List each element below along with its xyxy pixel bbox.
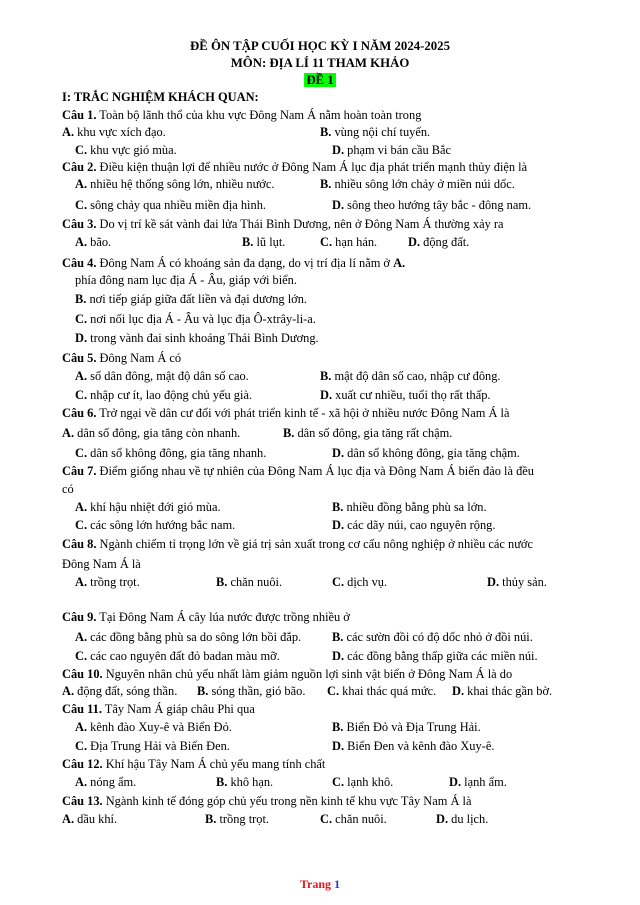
option-12b: B. khô hạn. <box>216 775 274 789</box>
exam-title: ĐỀ ÔN TẬP CUỐI HỌC KỲ I NĂM 2024-2025 <box>190 39 450 53</box>
option-13d: D. du lịch. <box>436 812 489 826</box>
option-8d: D. thủy sản. <box>487 575 547 589</box>
option-3c: C. hạn hán. <box>320 235 378 249</box>
option-6d: D. dân số không đông, gia tăng chậm. <box>332 446 520 460</box>
question-3: Câu 3. Do vị trí kề sát vành đai lửa Thái Bình Dương, nên ở Đông Nam Á thường xảy ra <box>62 217 504 231</box>
option-2a: A. nhiều hệ thống sông lớn, nhiều nước. <box>75 177 275 191</box>
option-7d: D. các dãy núi, cao nguyên rộng. <box>332 518 496 532</box>
option-2b: B. nhiều sông lớn chảy ở miền núi dốc. <box>320 177 515 191</box>
option-3b: B. lũ lụt. <box>242 235 286 249</box>
option-3d: D. động đất. <box>408 235 470 249</box>
option-9c: C. các cao nguyên đất đỏ badan màu mỡ. <box>75 649 280 663</box>
option-1b: B. vùng nội chí tuyến. <box>320 125 431 139</box>
option-1d: D. phạm vi bán cầu Bắc <box>332 143 452 157</box>
page-label: Trang <box>299 877 332 891</box>
option-8b: B. chăn nuôi. <box>216 575 283 589</box>
option-7b: B. nhiều đồng bằng phù sa lớn. <box>332 500 487 514</box>
option-5c: C. nhập cư ít, lao động chủ yếu già. <box>75 388 253 402</box>
question-4: Câu 4. Đông Nam Á có khoáng sản đa dạng, do vị trí địa lí nằm ở A. <box>62 256 406 270</box>
question-1: Câu 1. Toàn bộ lãnh thổ của khu vực Đông Nam Á nằm hoàn toàn trong <box>62 108 422 122</box>
option-6b: B. dân số đông, gia tăng rất chậm. <box>283 426 453 440</box>
question-12: Câu 12. Khí hậu Tây Nam Á chủ yếu mang tính chất <box>62 757 326 771</box>
option-4b: B. nơi tiếp giáp giữa đất liền và đại dương lớn. <box>75 292 307 306</box>
option-13a: A. dầu khí. <box>62 812 118 826</box>
option-10c: C. khai thác quá mức. <box>327 684 437 698</box>
option-12a: A. nóng ẩm. <box>75 775 137 789</box>
option-2d: D. sông theo hướng tây bắc - đông nam. <box>332 198 532 212</box>
question-9: Câu 9. Tại Đông Nam Á cây lúa nước được trồng nhiều ở <box>62 610 350 624</box>
option-13c: C. chăn nuôi. <box>320 812 387 826</box>
exam-subject: MÔN: ĐỊA LÍ 11 THAM KHẢO <box>230 56 410 70</box>
option-11c: C. Địa Trung Hải và Biển Đen. <box>75 739 230 753</box>
option-13b: B. trồng trọt. <box>205 812 270 826</box>
option-6a: A. dân số đông, gia tăng còn nhanh. <box>62 426 241 440</box>
question-6: Câu 6. Trở ngại về dân cư đối với phát triển kinh tế - xã hội ở nhiều nước Đông Nam Á là <box>62 406 510 420</box>
option-11b: B. Biển Đỏ và Địa Trung Hải. <box>332 720 481 734</box>
question-8-cont: Đông Nam Á là <box>62 557 141 571</box>
option-9d: D. các đồng bằng thấp giữa các miền núi. <box>332 649 538 663</box>
option-7c: C. các sông lớn hướng bắc nam. <box>75 518 236 532</box>
question-5: Câu 5. Đông Nam Á có <box>62 351 182 365</box>
option-5a: A. số dân đông, mật độ dân số cao. <box>75 369 249 383</box>
option-3a: A. bão. <box>75 235 112 249</box>
option-5b: B. mật độ dân số cao, nhập cư đông. <box>320 369 501 383</box>
question-13: Câu 13. Ngành kinh tế đóng góp chủ yếu trong nền kinh tế khu vực Tây Nam Á là <box>62 794 472 808</box>
question-10: Câu 10. Nguyên nhân chủ yếu nhất làm giảm nguồn lợi sinh vật biển ở Đông Nam Á là do <box>62 667 513 681</box>
option-1c: C. khu vực gió mùa. <box>75 143 177 157</box>
option-10a: A. động đất, sóng thần. <box>62 684 178 698</box>
option-8a: A. trồng trọt. <box>75 575 140 589</box>
option-10b: B. sóng thần, gió bão. <box>197 684 306 698</box>
option-9b: B. các sườn đồi có độ dốc nhỏ ở đồi núi. <box>332 630 533 644</box>
question-7-cont: có <box>62 482 74 496</box>
option-4d: D. trong vành đai sinh khoáng Thái Bình Dương. <box>75 331 319 345</box>
question-8: Câu 8. Ngành chiếm tỉ trọng lớn về giá trị sản xuất trong cơ cấu nông nghiệp ở nhiều các nước <box>62 537 533 551</box>
option-12d: D. lạnh ẩm. <box>449 775 507 789</box>
exam-version-badge: ĐỀ 1 <box>306 73 334 87</box>
page-number: 1 <box>334 877 341 891</box>
option-11a: A. kênh đào Xuy-ê và Biển Đỏ. <box>75 720 232 734</box>
option-9a: A. các đồng bằng phù sa do sông lớn bồi đắp. <box>75 630 302 644</box>
option-4c: C. nơi nối lục địa Á - Âu và lục địa Ô-xtrây-li-a. <box>75 312 316 326</box>
option-6c: C. dân số không đông, gia tăng nhanh. <box>75 446 267 460</box>
page-footer <box>0 877 640 892</box>
section-title: I: TRẮC NGHIỆM KHÁCH QUAN: <box>62 90 259 104</box>
option-10d: D. khai thác gần bờ. <box>452 684 553 698</box>
question-2: Câu 2. Điều kiện thuận lợi để nhiều nước ở Đông Nam Á lục địa phát triển mạnh thủy điện là <box>62 160 528 174</box>
option-4a-text: phía đông nam lục địa Á - Âu, giáp với biển. <box>75 273 297 287</box>
question-11: Câu 11. Tây Nam Á giáp châu Phi qua <box>62 702 255 716</box>
option-7a: A. khí hậu nhiệt đới gió mùa. <box>75 500 221 514</box>
option-11d: D. Biển Đen và kênh đào Xuy-ê. <box>332 739 495 753</box>
question-7: Câu 7. Điểm giống nhau về tự nhiên của Đông Nam Á lục địa và Đông Nam Á biển đảo là đều <box>62 464 534 478</box>
option-5d: D. xuất cư nhiều, tuổi thọ rất thấp. <box>320 388 491 402</box>
option-2c: C. sông chảy qua nhiều miền địa hình. <box>75 198 266 212</box>
option-12c: C. lạnh khô. <box>332 775 394 789</box>
option-1a: A. khu vực xích đạo. <box>62 125 166 139</box>
option-8c: C. dịch vụ. <box>332 575 388 589</box>
